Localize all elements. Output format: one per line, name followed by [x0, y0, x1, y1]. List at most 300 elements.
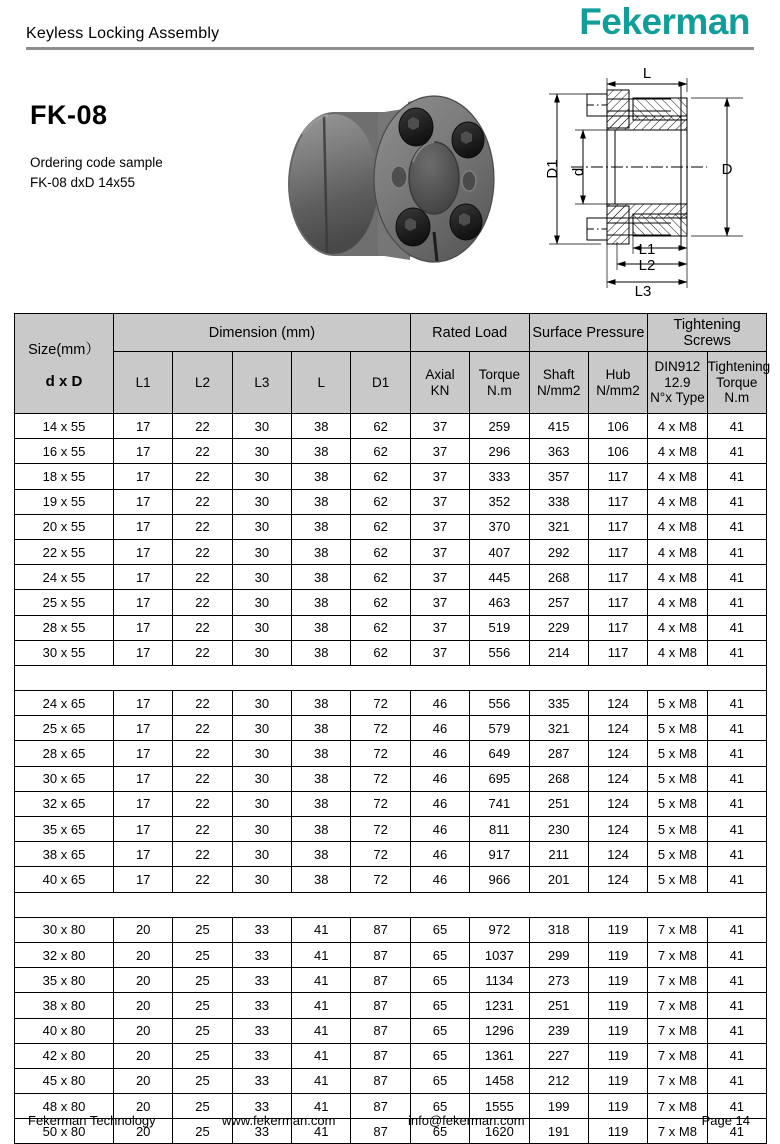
cell-l2: 22	[173, 414, 232, 439]
cell-axial: 37	[410, 590, 469, 615]
cell-l3: 33	[232, 968, 291, 993]
cell-d1: 87	[351, 1094, 410, 1119]
cell-l3: 30	[232, 867, 291, 892]
table-row	[15, 489, 767, 514]
cell-l1: 20	[114, 993, 173, 1018]
dim-label-d: d	[570, 167, 587, 177]
cell-l1: 20	[114, 968, 173, 993]
cell-d1: 87	[351, 993, 410, 1018]
cell-size: 42 x 80	[15, 1043, 114, 1068]
cell-shaft: 251	[529, 791, 588, 816]
cell-screw-torque: 41	[707, 716, 766, 741]
table-row	[15, 791, 767, 816]
col-header-dimension: Dimension (mm)	[114, 314, 411, 352]
table-group-spacer	[15, 665, 767, 690]
table-row	[15, 917, 767, 942]
cell-hub: 119	[588, 1119, 647, 1144]
cell-l1: 17	[114, 514, 173, 539]
cell-torque: 917	[470, 842, 529, 867]
cell-l2: 25	[173, 1094, 232, 1119]
cell-screw-type: 4 x M8	[648, 464, 707, 489]
table-row	[15, 942, 767, 967]
cell-d1: 62	[351, 489, 410, 514]
cell-d1: 87	[351, 1119, 410, 1144]
table-body	[15, 414, 767, 1144]
table-row	[15, 640, 767, 665]
cell-hub: 119	[588, 1094, 647, 1119]
cell-torque: 972	[470, 917, 529, 942]
cell-hub: 124	[588, 741, 647, 766]
cell-screw-type: 5 x M8	[648, 691, 707, 716]
table-row	[15, 716, 767, 741]
cell-l1: 20	[114, 1018, 173, 1043]
cell-l3: 30	[232, 590, 291, 615]
cell-l3: 33	[232, 1043, 291, 1068]
cell-l: 38	[292, 640, 351, 665]
col-header-hub: Hub N/mm2	[588, 352, 647, 414]
cell-size: 35 x 65	[15, 817, 114, 842]
cell-shaft: 214	[529, 640, 588, 665]
cell-screw-torque: 41	[707, 590, 766, 615]
cell-l1: 17	[114, 615, 173, 640]
cell-l1: 20	[114, 1119, 173, 1144]
cell-screw-type: 7 x M8	[648, 1094, 707, 1119]
cell-hub: 117	[588, 539, 647, 564]
cell-l: 38	[292, 489, 351, 514]
cell-l2: 25	[173, 1043, 232, 1068]
cell-screw-type: 5 x M8	[648, 766, 707, 791]
cell-l2: 22	[173, 791, 232, 816]
cell-shaft: 257	[529, 590, 588, 615]
cell-size: 32 x 65	[15, 791, 114, 816]
col-header-surface-pressure: Surface Pressure	[529, 314, 648, 352]
cell-shaft: 292	[529, 539, 588, 564]
cell-l: 38	[292, 414, 351, 439]
cell-hub: 117	[588, 565, 647, 590]
page-header	[0, 0, 780, 52]
cell-screw-torque: 41	[707, 691, 766, 716]
cell-axial: 65	[410, 1068, 469, 1093]
cell-l3: 33	[232, 1068, 291, 1093]
cell-screw-torque: 41	[707, 741, 766, 766]
cell-l1: 20	[114, 1043, 173, 1068]
cell-l1: 17	[114, 817, 173, 842]
cell-screw-type: 7 x M8	[648, 1043, 707, 1068]
cell-d1: 72	[351, 741, 410, 766]
cell-l: 41	[292, 942, 351, 967]
cell-hub: 124	[588, 791, 647, 816]
cell-d1: 87	[351, 942, 410, 967]
cell-screw-type: 4 x M8	[648, 640, 707, 665]
cell-axial: 65	[410, 917, 469, 942]
cell-l: 38	[292, 539, 351, 564]
cell-shaft: 211	[529, 842, 588, 867]
cell-size: 40 x 80	[15, 1018, 114, 1043]
col-header-torque: Torque N.m	[470, 352, 529, 414]
cell-axial: 37	[410, 439, 469, 464]
cell-screw-type: 7 x M8	[648, 993, 707, 1018]
cell-screw-type: 5 x M8	[648, 741, 707, 766]
cell-hub: 124	[588, 867, 647, 892]
cell-torque: 1296	[470, 1018, 529, 1043]
cell-size: 45 x 80	[15, 1068, 114, 1093]
cell-axial: 46	[410, 842, 469, 867]
table-group-spacer	[15, 892, 767, 917]
cell-torque: 966	[470, 867, 529, 892]
cell-l1: 17	[114, 842, 173, 867]
table-group-spacer-cell	[15, 892, 767, 917]
cell-torque: 556	[470, 640, 529, 665]
cell-l1: 17	[114, 640, 173, 665]
cell-screw-torque: 41	[707, 1094, 766, 1119]
cell-size: 20 x 55	[15, 514, 114, 539]
cell-l3: 30	[232, 766, 291, 791]
cell-l1: 17	[114, 565, 173, 590]
cell-axial: 46	[410, 817, 469, 842]
cell-l2: 25	[173, 968, 232, 993]
cell-hub: 117	[588, 464, 647, 489]
col-header-screw-type: DIN912 12.9 N°x Type	[648, 352, 707, 414]
cell-shaft: 191	[529, 1119, 588, 1144]
col-header-l1: L1	[114, 352, 173, 414]
cell-d1: 72	[351, 867, 410, 892]
cell-l3: 30	[232, 539, 291, 564]
cell-shaft: 335	[529, 691, 588, 716]
cell-torque: 556	[470, 691, 529, 716]
table-row	[15, 1068, 767, 1093]
cell-torque: 1361	[470, 1043, 529, 1068]
cell-axial: 37	[410, 414, 469, 439]
cell-screw-type: 7 x M8	[648, 942, 707, 967]
table-row	[15, 615, 767, 640]
dim-label-L: L	[642, 65, 652, 82]
cell-l3: 30	[232, 439, 291, 464]
cell-shaft: 321	[529, 716, 588, 741]
cell-d1: 72	[351, 791, 410, 816]
cell-size: 16 x 55	[15, 439, 114, 464]
cell-l: 41	[292, 917, 351, 942]
cell-l2: 25	[173, 1119, 232, 1144]
cell-l3: 30	[232, 691, 291, 716]
cell-l: 41	[292, 993, 351, 1018]
cell-l1: 20	[114, 1094, 173, 1119]
cell-shaft: 363	[529, 439, 588, 464]
cell-axial: 37	[410, 615, 469, 640]
dim-label-L1: L1	[638, 241, 656, 258]
cell-shaft: 201	[529, 867, 588, 892]
col-header-size-label: Size(mm）	[28, 341, 100, 358]
table-row	[15, 766, 767, 791]
cell-screw-type: 4 x M8	[648, 539, 707, 564]
cell-l2: 22	[173, 439, 232, 464]
cell-size: 28 x 55	[15, 615, 114, 640]
cell-screw-torque: 41	[707, 993, 766, 1018]
cell-size: 30 x 65	[15, 766, 114, 791]
cell-torque: 463	[470, 590, 529, 615]
cell-l: 41	[292, 1094, 351, 1119]
cell-torque: 811	[470, 817, 529, 842]
cell-torque: 333	[470, 464, 529, 489]
cell-shaft: 239	[529, 1018, 588, 1043]
table-row	[15, 590, 767, 615]
cell-l2: 22	[173, 539, 232, 564]
cell-l3: 33	[232, 942, 291, 967]
cell-screw-type: 4 x M8	[648, 439, 707, 464]
cell-shaft: 230	[529, 817, 588, 842]
cell-l2: 25	[173, 993, 232, 1018]
cell-l2: 25	[173, 1068, 232, 1093]
cell-shaft: 287	[529, 741, 588, 766]
footer-company: Fekerman Technology	[28, 1113, 156, 1128]
cell-l2: 22	[173, 565, 232, 590]
cell-screw-type: 5 x M8	[648, 791, 707, 816]
cell-l2: 22	[173, 640, 232, 665]
cell-l: 41	[292, 968, 351, 993]
cell-l2: 22	[173, 716, 232, 741]
cell-l2: 25	[173, 1018, 232, 1043]
cell-d1: 62	[351, 514, 410, 539]
cell-l1: 17	[114, 741, 173, 766]
cell-torque: 695	[470, 766, 529, 791]
cell-screw-torque: 41	[707, 1068, 766, 1093]
cell-hub: 119	[588, 1018, 647, 1043]
cell-l2: 22	[173, 691, 232, 716]
footer-email[interactable]: info@fekerman.com	[408, 1113, 525, 1128]
cell-l: 38	[292, 766, 351, 791]
cell-l3: 33	[232, 1094, 291, 1119]
cell-l: 38	[292, 867, 351, 892]
cell-l: 38	[292, 791, 351, 816]
cell-l2: 22	[173, 817, 232, 842]
cell-screw-torque: 41	[707, 766, 766, 791]
cell-size: 40 x 65	[15, 867, 114, 892]
col-header-tightening-screws: Tightening Screws	[648, 314, 767, 352]
cell-screw-type: 5 x M8	[648, 716, 707, 741]
cell-l3: 30	[232, 414, 291, 439]
cell-torque: 445	[470, 565, 529, 590]
cell-screw-torque: 41	[707, 615, 766, 640]
footer-website[interactable]: www.fekerman.com	[222, 1113, 336, 1128]
cell-d1: 72	[351, 716, 410, 741]
cell-hub: 119	[588, 1068, 647, 1093]
cell-l: 38	[292, 716, 351, 741]
cell-axial: 46	[410, 766, 469, 791]
cell-axial: 37	[410, 565, 469, 590]
cell-hub: 119	[588, 968, 647, 993]
cell-l: 38	[292, 464, 351, 489]
cell-l2: 22	[173, 615, 232, 640]
cell-shaft: 338	[529, 489, 588, 514]
cell-screw-torque: 41	[707, 917, 766, 942]
cell-l2: 25	[173, 917, 232, 942]
cell-axial: 65	[410, 993, 469, 1018]
cell-screw-torque: 41	[707, 640, 766, 665]
cell-l: 38	[292, 590, 351, 615]
table-row	[15, 867, 767, 892]
cell-d1: 87	[351, 917, 410, 942]
cell-axial: 37	[410, 539, 469, 564]
col-header-d1: D1	[351, 352, 410, 414]
col-header-axial: Axial KN	[410, 352, 469, 414]
cell-l2: 22	[173, 867, 232, 892]
cell-screw-type: 5 x M8	[648, 817, 707, 842]
cell-l: 41	[292, 1018, 351, 1043]
cell-l3: 30	[232, 716, 291, 741]
cell-screw-type: 5 x M8	[648, 842, 707, 867]
cell-axial: 46	[410, 691, 469, 716]
cell-hub: 124	[588, 817, 647, 842]
cell-shaft: 199	[529, 1094, 588, 1119]
cell-l3: 30	[232, 514, 291, 539]
cell-size: 35 x 80	[15, 968, 114, 993]
cell-hub: 119	[588, 917, 647, 942]
cell-l2: 22	[173, 514, 232, 539]
cell-l1: 17	[114, 439, 173, 464]
header-divider	[26, 47, 754, 50]
cell-torque: 519	[470, 615, 529, 640]
cell-screw-type: 4 x M8	[648, 414, 707, 439]
cell-hub: 117	[588, 615, 647, 640]
cell-torque: 649	[470, 741, 529, 766]
brand-logo: Fekerman	[579, 1, 750, 42]
cell-l2: 22	[173, 489, 232, 514]
cell-hub: 106	[588, 414, 647, 439]
cell-l: 38	[292, 565, 351, 590]
col-header-l2: L2	[173, 352, 232, 414]
cell-shaft: 212	[529, 1068, 588, 1093]
table-row	[15, 565, 767, 590]
cell-hub: 117	[588, 640, 647, 665]
cell-screw-type: 5 x M8	[648, 867, 707, 892]
cell-size: 50 x 80	[15, 1119, 114, 1144]
cell-screw-torque: 41	[707, 414, 766, 439]
col-header-shaft: Shaft N/mm2	[529, 352, 588, 414]
cell-shaft: 357	[529, 464, 588, 489]
table-row	[15, 1043, 767, 1068]
cell-l3: 30	[232, 464, 291, 489]
table-header	[15, 314, 771, 414]
cell-size: 24 x 65	[15, 691, 114, 716]
model-number: FK-08	[30, 100, 108, 130]
ordering-code-sample: FK-08 dxD 14x55	[30, 175, 136, 190]
cell-torque: 1134	[470, 968, 529, 993]
cell-l3: 30	[232, 615, 291, 640]
cell-shaft: 227	[529, 1043, 588, 1068]
cell-shaft: 251	[529, 993, 588, 1018]
cell-d1: 72	[351, 691, 410, 716]
cell-axial: 37	[410, 640, 469, 665]
cell-torque: 579	[470, 716, 529, 741]
dim-label-L3: L3	[634, 283, 652, 298]
cell-torque: 741	[470, 791, 529, 816]
table-row	[15, 817, 767, 842]
cell-axial: 65	[410, 1094, 469, 1119]
cell-d1: 62	[351, 464, 410, 489]
cell-l1: 20	[114, 917, 173, 942]
cell-l: 41	[292, 1119, 351, 1144]
cell-screw-torque: 41	[707, 867, 766, 892]
cell-l: 38	[292, 817, 351, 842]
cell-hub: 119	[588, 942, 647, 967]
table-row	[15, 691, 767, 716]
cell-screw-torque: 41	[707, 842, 766, 867]
cell-shaft: 268	[529, 766, 588, 791]
cell-l1: 17	[114, 791, 173, 816]
cell-size: 48 x 80	[15, 1094, 114, 1119]
cell-l: 38	[292, 439, 351, 464]
cell-l3: 33	[232, 1018, 291, 1043]
cell-axial: 65	[410, 968, 469, 993]
cell-l1: 17	[114, 489, 173, 514]
cell-axial: 46	[410, 716, 469, 741]
cell-size: 25 x 65	[15, 716, 114, 741]
cell-d1: 62	[351, 439, 410, 464]
cell-screw-torque: 41	[707, 489, 766, 514]
cell-screw-torque: 41	[707, 439, 766, 464]
cell-screw-torque: 41	[707, 791, 766, 816]
cell-d1: 62	[351, 615, 410, 640]
cell-screw-torque: 41	[707, 1043, 766, 1068]
col-header-screw-torque: Tightening Torque N.m	[707, 352, 766, 414]
cell-screw-type: 4 x M8	[648, 590, 707, 615]
cell-shaft: 273	[529, 968, 588, 993]
cell-axial: 65	[410, 1119, 469, 1144]
cell-torque: 296	[470, 439, 529, 464]
cell-hub: 124	[588, 842, 647, 867]
cell-l1: 17	[114, 414, 173, 439]
cell-screw-torque: 41	[707, 464, 766, 489]
cell-l2: 22	[173, 464, 232, 489]
dim-label-D: D	[721, 161, 733, 178]
specification-table	[14, 313, 771, 1144]
cell-shaft: 415	[529, 414, 588, 439]
cell-l1: 17	[114, 716, 173, 741]
cell-torque: 1231	[470, 993, 529, 1018]
table-row	[15, 1018, 767, 1043]
cell-d1: 72	[351, 842, 410, 867]
cell-d1: 62	[351, 590, 410, 615]
col-header-l3: L3	[232, 352, 291, 414]
table-row	[15, 414, 767, 439]
ordering-code-label: Ordering code sample	[30, 155, 163, 170]
cell-size: 14 x 55	[15, 414, 114, 439]
technical-drawing	[531, 62, 776, 298]
cell-hub: 117	[588, 590, 647, 615]
table-row	[15, 539, 767, 564]
cell-l1: 17	[114, 590, 173, 615]
footer-page-number: Page 14	[701, 1113, 750, 1128]
cell-d1: 87	[351, 1068, 410, 1093]
cell-axial: 37	[410, 489, 469, 514]
cell-l1: 20	[114, 1068, 173, 1093]
cell-l: 38	[292, 514, 351, 539]
cell-screw-torque: 41	[707, 1018, 766, 1043]
cell-shaft: 229	[529, 615, 588, 640]
cell-size: 25 x 55	[15, 590, 114, 615]
cell-l2: 22	[173, 741, 232, 766]
cell-size: 22 x 55	[15, 539, 114, 564]
cell-d1: 72	[351, 817, 410, 842]
table-row	[15, 464, 767, 489]
cell-l3: 33	[232, 993, 291, 1018]
cell-d1: 87	[351, 968, 410, 993]
table-header-sub-row	[15, 352, 767, 414]
cell-hub: 119	[588, 993, 647, 1018]
cell-axial: 37	[410, 464, 469, 489]
cell-screw-type: 7 x M8	[648, 968, 707, 993]
cell-screw-torque: 41	[707, 539, 766, 564]
cell-screw-type: 4 x M8	[648, 615, 707, 640]
